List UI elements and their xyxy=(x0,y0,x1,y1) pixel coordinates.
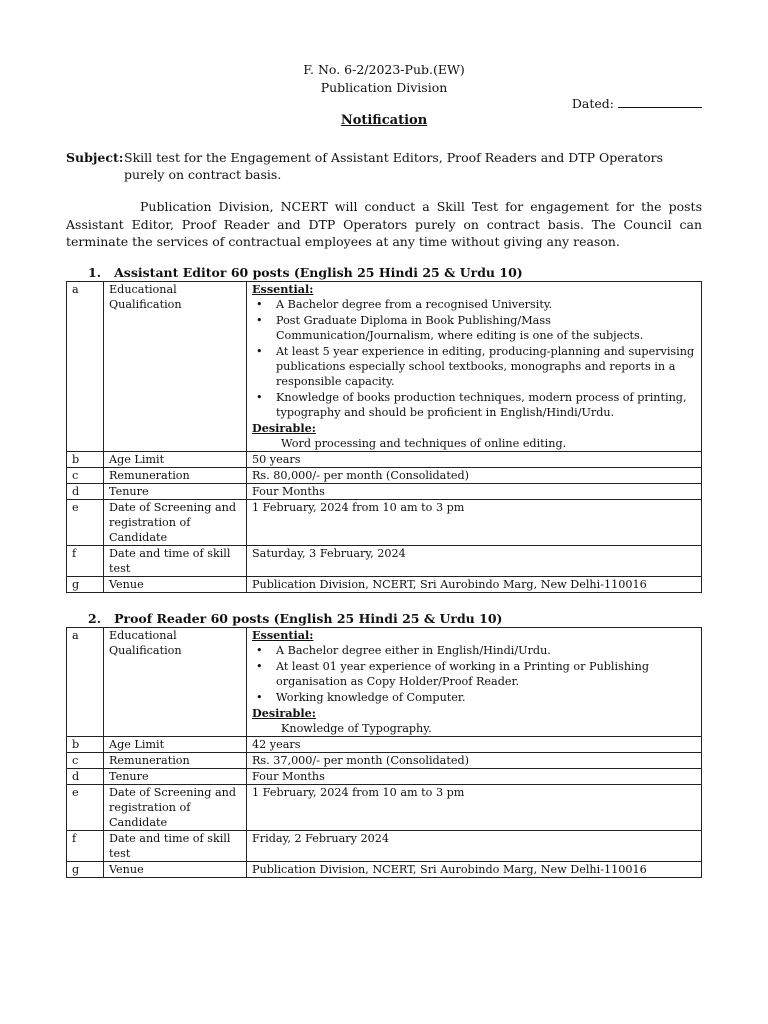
essential-label: Essential: xyxy=(252,628,314,642)
subject-text: Skill test for the Engagement of Assistant Editors, Proof Readers and DTP Operators purely on contract basis. xyxy=(124,150,664,182)
row-value: Publication Division, NCERT, Sri Aurobindo Marg, New Delhi-110016 xyxy=(247,577,702,593)
list-item: • Working knowledge of Computer. xyxy=(276,690,696,706)
row-field: Date and time of skill test xyxy=(104,546,247,577)
list-item: • A Bachelor degree from a recognised University. xyxy=(276,297,696,313)
dated-label: Dated: xyxy=(571,96,614,111)
row-field: Educational Qualification xyxy=(104,628,247,737)
desirable-label: Desirable: xyxy=(252,421,316,435)
essential-list xyxy=(252,643,696,706)
row-value: Friday, 2 February 2024 xyxy=(247,831,702,862)
row-field: Age Limit xyxy=(104,737,247,753)
list-item: • Post Graduate Diploma in Book Publishing/Mass Communication/Journalism, where editing is one of the subjects. xyxy=(276,313,696,344)
row-field: Date and time of skill test xyxy=(104,831,247,862)
table-row xyxy=(67,500,702,546)
page-title: Notification xyxy=(340,113,428,128)
row-value: 50 years xyxy=(247,452,702,468)
row-field: Date of Screening and registration of Candidate xyxy=(104,500,247,546)
subject-block xyxy=(66,149,706,183)
table-row xyxy=(67,737,702,753)
table-row xyxy=(67,577,702,593)
proof-reader-table xyxy=(66,627,702,878)
row-field: Date of Screening and registration of Candidate xyxy=(104,785,247,831)
row-key: a xyxy=(67,282,104,452)
row-key: e xyxy=(67,500,104,546)
essential-label: Essential: xyxy=(252,282,314,296)
subject-label: Subject: xyxy=(66,150,124,165)
table-row xyxy=(67,468,702,484)
table-row xyxy=(67,282,702,452)
row-key: d xyxy=(67,769,104,785)
row-value xyxy=(247,628,702,737)
row-value: Publication Division, NCERT, Sri Aurobindo Marg, New Delhi-110016 xyxy=(247,862,702,878)
list-item: • A Bachelor degree either in English/Hindi/Urdu. xyxy=(276,643,696,659)
row-value: Rs. 37,000/- per month (Consolidated) xyxy=(247,753,702,769)
table-row xyxy=(67,546,702,577)
section-heading-proof-reader: 2. Proof Reader 60 posts (English 25 Hindi 25 & Urdu 10) xyxy=(88,611,503,626)
row-value: 1 February, 2024 from 10 am to 3 pm xyxy=(247,785,702,831)
row-field: Age Limit xyxy=(104,452,247,468)
row-value: Saturday, 3 February, 2024 xyxy=(247,546,702,577)
intro-paragraph: Publication Division, NCERT will conduct a Skill Test for engagement for the posts Assistant Editor, Proof Reader and DTP Operators purely on contract basis. The Council can terminate the services of contractual employees at any time without giving any reason. xyxy=(66,199,702,249)
table-row xyxy=(67,862,702,878)
desirable-text: Knowledge of Typography. xyxy=(281,722,432,735)
list-item: • At least 5 year experience in editing, producing-planning and supervising publications especially school textbooks, monographs and reports in a responsible capacity. xyxy=(276,344,696,390)
list-item: • Knowledge of books production techniques, modern process of printing, typography and should be proficient in English/Hindi/Urdu. xyxy=(276,390,696,421)
table-row xyxy=(67,484,702,500)
row-key: e xyxy=(67,785,104,831)
row-key: f xyxy=(67,831,104,862)
table-row xyxy=(67,452,702,468)
row-field: Remuneration xyxy=(104,468,247,484)
essential-list xyxy=(252,297,696,421)
desirable-text: Word processing and techniques of online editing. xyxy=(281,437,567,450)
row-field: Remuneration xyxy=(104,753,247,769)
dated-field xyxy=(572,96,702,111)
row-key: b xyxy=(67,737,104,753)
row-value: 42 years xyxy=(247,737,702,753)
table-row xyxy=(67,628,702,737)
row-key: d xyxy=(67,484,104,500)
desirable-label: Desirable: xyxy=(252,706,316,720)
row-value: Rs. 80,000/- per month (Consolidated) xyxy=(247,468,702,484)
row-value: Four Months xyxy=(247,484,702,500)
row-field: Educational Qualification xyxy=(104,282,247,452)
table-row xyxy=(67,753,702,769)
row-value xyxy=(247,282,702,452)
table-row xyxy=(67,769,702,785)
table-row xyxy=(67,785,702,831)
row-field: Tenure xyxy=(104,769,247,785)
row-key: g xyxy=(67,862,104,878)
division-name: Publication Division xyxy=(320,80,448,95)
row-key: g xyxy=(67,577,104,593)
row-value: Four Months xyxy=(247,769,702,785)
row-key: f xyxy=(67,546,104,577)
section-heading-assistant-editor: 1. Assistant Editor 60 posts (English 25 Hindi 25 & Urdu 10) xyxy=(88,265,523,280)
row-key: b xyxy=(67,452,104,468)
table-row xyxy=(67,831,702,862)
row-field: Tenure xyxy=(104,484,247,500)
row-field: Venue xyxy=(104,577,247,593)
row-field: Venue xyxy=(104,862,247,878)
row-key: c xyxy=(67,753,104,769)
dated-blank-line xyxy=(618,97,702,108)
list-item: • At least 01 year experience of working in a Printing or Publishing organisation as Copy Holder/Proof Reader. xyxy=(276,659,696,690)
row-value: 1 February, 2024 from 10 am to 3 pm xyxy=(247,500,702,546)
row-key: c xyxy=(67,468,104,484)
assistant-editor-table xyxy=(66,281,702,593)
row-key: a xyxy=(67,628,104,737)
file-number: F. No. 6-2/2023-Pub.(EW) xyxy=(303,62,465,77)
